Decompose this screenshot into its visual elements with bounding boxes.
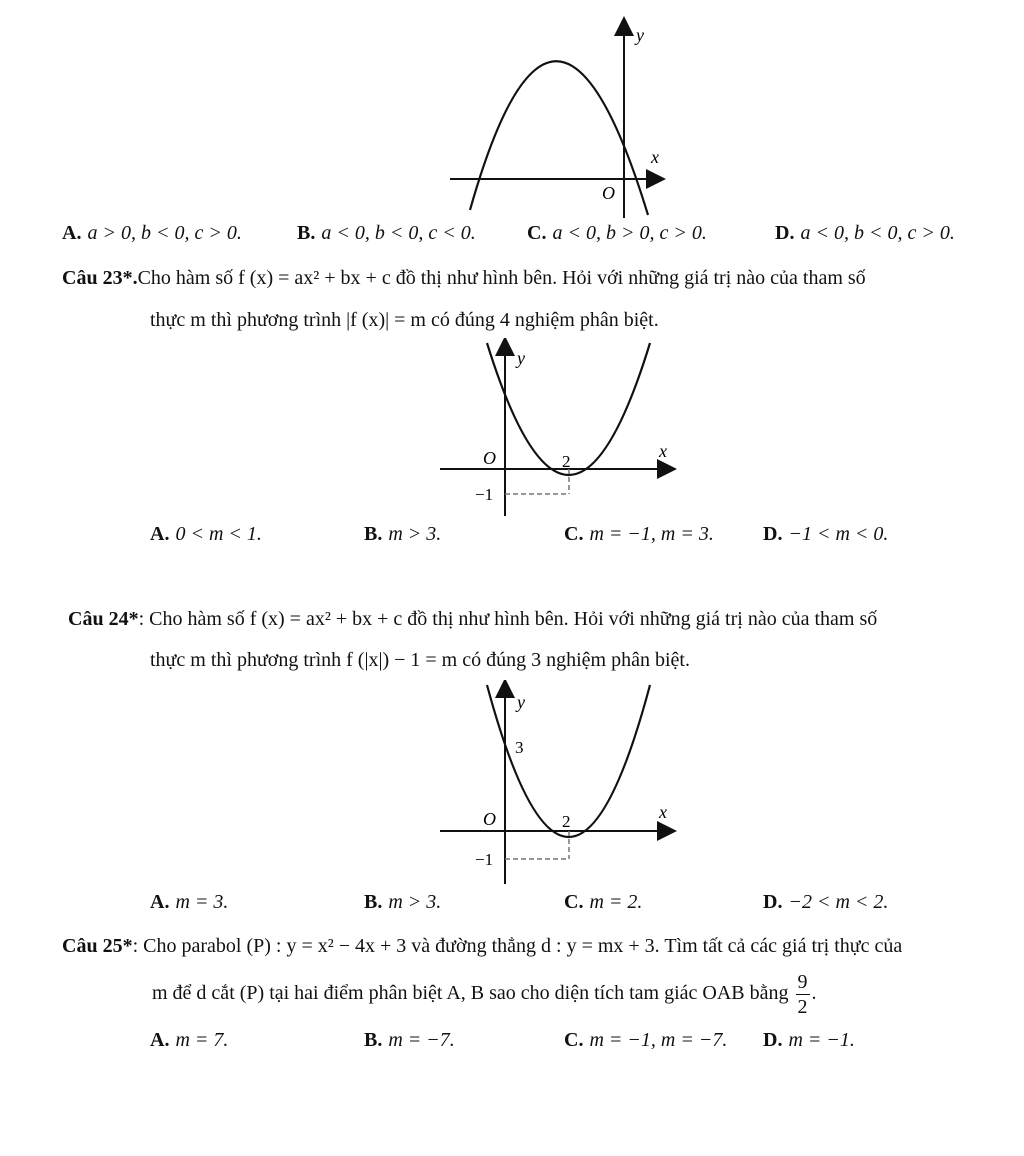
q25-option-a[interactable]	[150, 1029, 228, 1052]
q22-graph	[440, 10, 680, 220]
q23-line2: thực m thì phương trình |f (x)| = m có đúng 4 nghiệm phân biệt.	[150, 309, 659, 331]
option-letter: C.	[527, 222, 547, 244]
x-axis-label: x	[659, 802, 667, 822]
option-letter: A.	[62, 222, 82, 244]
q22-option-a[interactable]	[62, 222, 242, 245]
q24-line2: thực m thì phương trình f (|x|) − 1 = m có đúng 3 nghiệm phân biệt.	[150, 649, 690, 671]
option-letter: A.	[150, 1029, 170, 1051]
q24-graph	[435, 680, 685, 886]
option-letter: C.	[564, 523, 584, 545]
y-axis-label: y	[636, 25, 644, 45]
q23-option-d[interactable]	[763, 523, 888, 546]
q25-text-1: : Cho parabol (P) : y = x² − 4x + 3 và đường thẳng d : y = mx + 3. Tìm tất cả các giá trị thực của	[132, 935, 903, 957]
option-text: a < 0, b < 0, c > 0.	[800, 222, 955, 244]
option-letter: D.	[763, 1029, 783, 1051]
q23-option-c[interactable]	[564, 523, 714, 546]
option-letter: D.	[763, 891, 783, 913]
origin-label: O	[483, 809, 496, 829]
tick-y-label: −1	[475, 485, 494, 504]
origin-label: O	[483, 448, 496, 468]
q25-text-2: m để d cắt (P) tại hai điểm phân biệt A, B sao cho diện tích tam giác OAB bằng	[152, 982, 789, 1005]
option-text: m = 2.	[589, 891, 643, 913]
fraction-denominator: 2	[797, 996, 808, 1018]
fraction-numerator: 9	[797, 971, 808, 993]
x-axis-label: x	[651, 147, 659, 167]
option-text: −1 < m < 0.	[788, 523, 889, 545]
option-letter: C.	[564, 1029, 584, 1051]
origin-label: O	[602, 183, 615, 203]
option-letter: B.	[364, 891, 383, 913]
tick-y-label: −1	[475, 850, 494, 869]
option-letter: B.	[364, 523, 383, 545]
q22-option-b[interactable]	[297, 222, 476, 245]
tick-x-label: 2	[562, 812, 571, 831]
q22-option-c[interactable]	[527, 222, 707, 245]
option-text: 0 < m < 1.	[175, 523, 262, 545]
option-text: m = 3.	[175, 891, 229, 913]
y-axis-label: y	[517, 692, 525, 712]
option-text: m = −1.	[788, 1029, 855, 1051]
q25-option-c[interactable]	[564, 1029, 727, 1052]
option-text: a < 0, b < 0, c < 0.	[321, 222, 476, 244]
q25-option-b[interactable]	[364, 1029, 455, 1052]
q25-option-d[interactable]	[763, 1029, 855, 1052]
q25-line2	[152, 972, 817, 1017]
q22-option-d[interactable]	[775, 222, 955, 245]
fraction	[796, 972, 810, 1017]
option-text: m = −1, m = −7.	[589, 1029, 728, 1051]
q23-line1	[62, 267, 866, 290]
option-text: m > 3.	[388, 523, 442, 545]
q23-option-a[interactable]	[150, 523, 262, 546]
option-letter: A.	[150, 523, 170, 545]
option-text: m = 7.	[175, 1029, 229, 1051]
option-text: a > 0, b < 0, c > 0.	[87, 222, 242, 244]
option-text: m = −7.	[388, 1029, 455, 1051]
q24-line1	[68, 608, 877, 631]
q24-option-a[interactable]	[150, 891, 228, 914]
q23-text-1: Cho hàm số f (x) = ax² + bx + c đồ thị như hình bên. Hỏi với những giá trị nào của tham số	[137, 267, 866, 289]
parabola-curve	[470, 61, 648, 215]
option-letter: B.	[364, 1029, 383, 1051]
q25-label: Câu 25*	[62, 935, 133, 957]
option-text: a < 0, b > 0, c > 0.	[552, 222, 707, 244]
tick-x-label: 2	[562, 452, 571, 471]
y-axis-label: y	[517, 348, 525, 368]
option-text: −2 < m < 2.	[788, 891, 889, 913]
q24-label: Câu 24*	[68, 608, 139, 630]
option-letter: A.	[150, 891, 170, 913]
q23-option-b[interactable]	[364, 523, 441, 546]
option-letter: B.	[297, 222, 316, 244]
option-text: m = −1, m = 3.	[589, 523, 714, 545]
option-letter: C.	[564, 891, 584, 913]
x-axis-label: x	[659, 441, 667, 461]
q24-option-b[interactable]	[364, 891, 441, 914]
q24-text-1: : Cho hàm số f (x) = ax² + bx + c đồ thị như hình bên. Hỏi với những giá trị nào của tham số	[138, 608, 878, 630]
option-letter: D.	[763, 523, 783, 545]
tick-y-top-label: 3	[515, 738, 524, 757]
q23-label: Câu 23*.	[62, 267, 138, 289]
option-letter: D.	[775, 222, 795, 244]
option-text: m > 3.	[388, 891, 442, 913]
q24-option-c[interactable]	[564, 891, 642, 914]
q25-line1	[62, 935, 902, 958]
q24-option-d[interactable]	[763, 891, 888, 914]
q23-graph	[435, 338, 685, 520]
q25-text-end: .	[811, 982, 817, 1005]
